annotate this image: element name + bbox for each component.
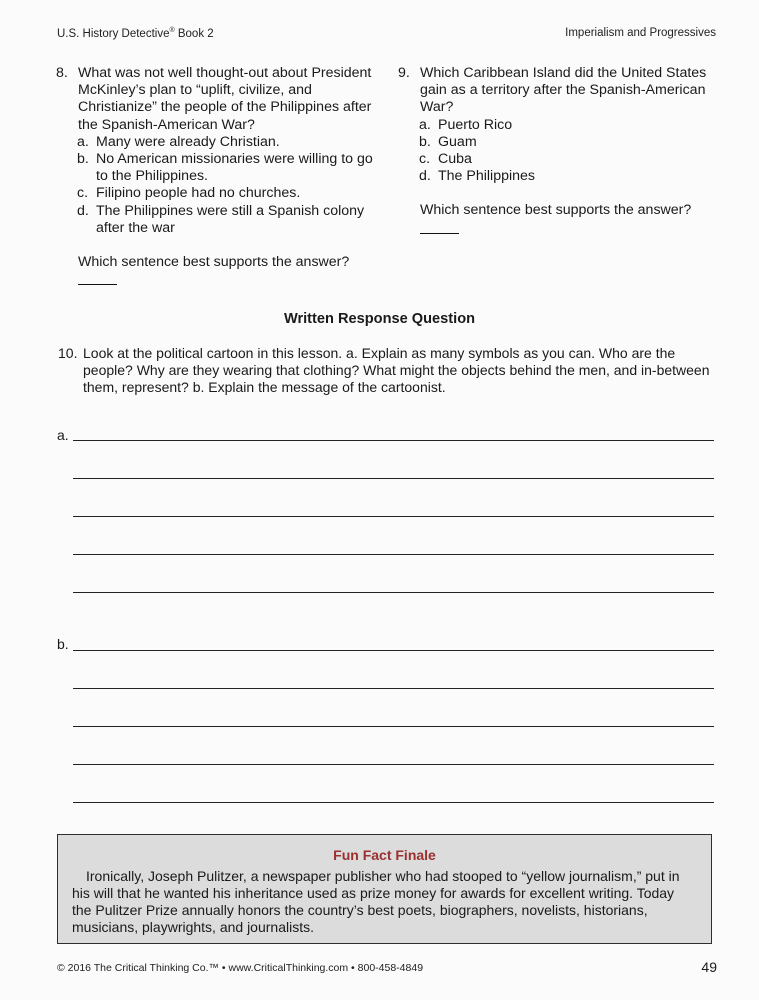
- answer-line[interactable]: [73, 478, 714, 479]
- question-text: What was not well thought-out about President McKinley’s plan to “uplift, civilize, and Christianize” the people of the Philippines after the Spanish-American War?: [78, 65, 372, 133]
- section-title: Written Response Question: [283, 311, 476, 327]
- answer-line[interactable]: [73, 554, 714, 555]
- question-number: 8.: [56, 65, 68, 81]
- answer-line[interactable]: [73, 764, 714, 765]
- answer-option[interactable]: b. Guam: [419, 133, 477, 150]
- answer-option[interactable]: c. Filipino people had no churches.: [77, 185, 301, 202]
- question-text: Look at the political cartoon in this lesson. a. Explain as many symbols as you can. Who are the people? Why are they wearing that clothing? What might the objects behind the men, and in-between them, represent? b. Explain the message of the cartoonist.: [83, 345, 710, 395]
- answer-line[interactable]: [73, 516, 714, 517]
- answer-option[interactable]: a. Puerto Rico: [419, 116, 513, 133]
- running-header-section: Imperialism and Progressives: [565, 27, 716, 39]
- part-a-label: a.: [57, 427, 69, 443]
- support-prompt: Which sentence best supports the answer?: [420, 202, 692, 219]
- page-number: 49: [701, 959, 717, 975]
- answer-option[interactable]: a. Many were already Christian.: [77, 133, 280, 150]
- answer-line[interactable]: [73, 440, 714, 441]
- footer-copyright: © 2016 The Critical Thinking Co.™ • www.CriticalThinking.com • 800-458-4849: [57, 962, 424, 974]
- answer-line[interactable]: [73, 688, 714, 689]
- question-9: [398, 65, 718, 234]
- answer-blank[interactable]: [420, 223, 459, 234]
- question-8: [56, 65, 374, 285]
- question-number: 9.: [398, 65, 410, 81]
- question-text: Which Caribbean Island did the United States gain as a territory after the Spanish-American War?: [420, 65, 707, 116]
- answer-line[interactable]: [73, 802, 714, 803]
- question-10: [58, 345, 723, 396]
- answer-option[interactable]: d. The Philippines: [419, 168, 536, 185]
- answer-blank[interactable]: [78, 274, 117, 285]
- answer-line[interactable]: [73, 592, 714, 593]
- answer-line[interactable]: [73, 650, 714, 651]
- answer-option[interactable]: b. No American missionaries were willing to go to the Philippines.: [77, 151, 373, 185]
- question-number: 10.: [58, 345, 78, 361]
- fun-fact-box: [57, 834, 712, 944]
- fun-fact-text: Ironically, Joseph Pulitzer, a newspaper publisher who had stooped to “yellow journalism,” put in his will that he wanted his inheritance used as prize money for awards for excellent writing. Today the Pulitzer Prize annually honors the country’s best poets, biographers, novelists, historians, musicians, playwrights, and journalists.: [72, 868, 680, 935]
- running-header-book: U.S. History Detective® Book 2: [57, 27, 214, 40]
- answer-option[interactable]: c. Cuba: [419, 151, 472, 168]
- answer-option[interactable]: d. The Philippines were still a Spanish colony after the war: [77, 202, 365, 236]
- part-b-label: b.: [57, 636, 69, 652]
- answer-line[interactable]: [73, 726, 714, 727]
- fun-fact-title: Fun Fact Finale: [333, 847, 436, 863]
- support-prompt: Which sentence best supports the answer?: [78, 254, 350, 271]
